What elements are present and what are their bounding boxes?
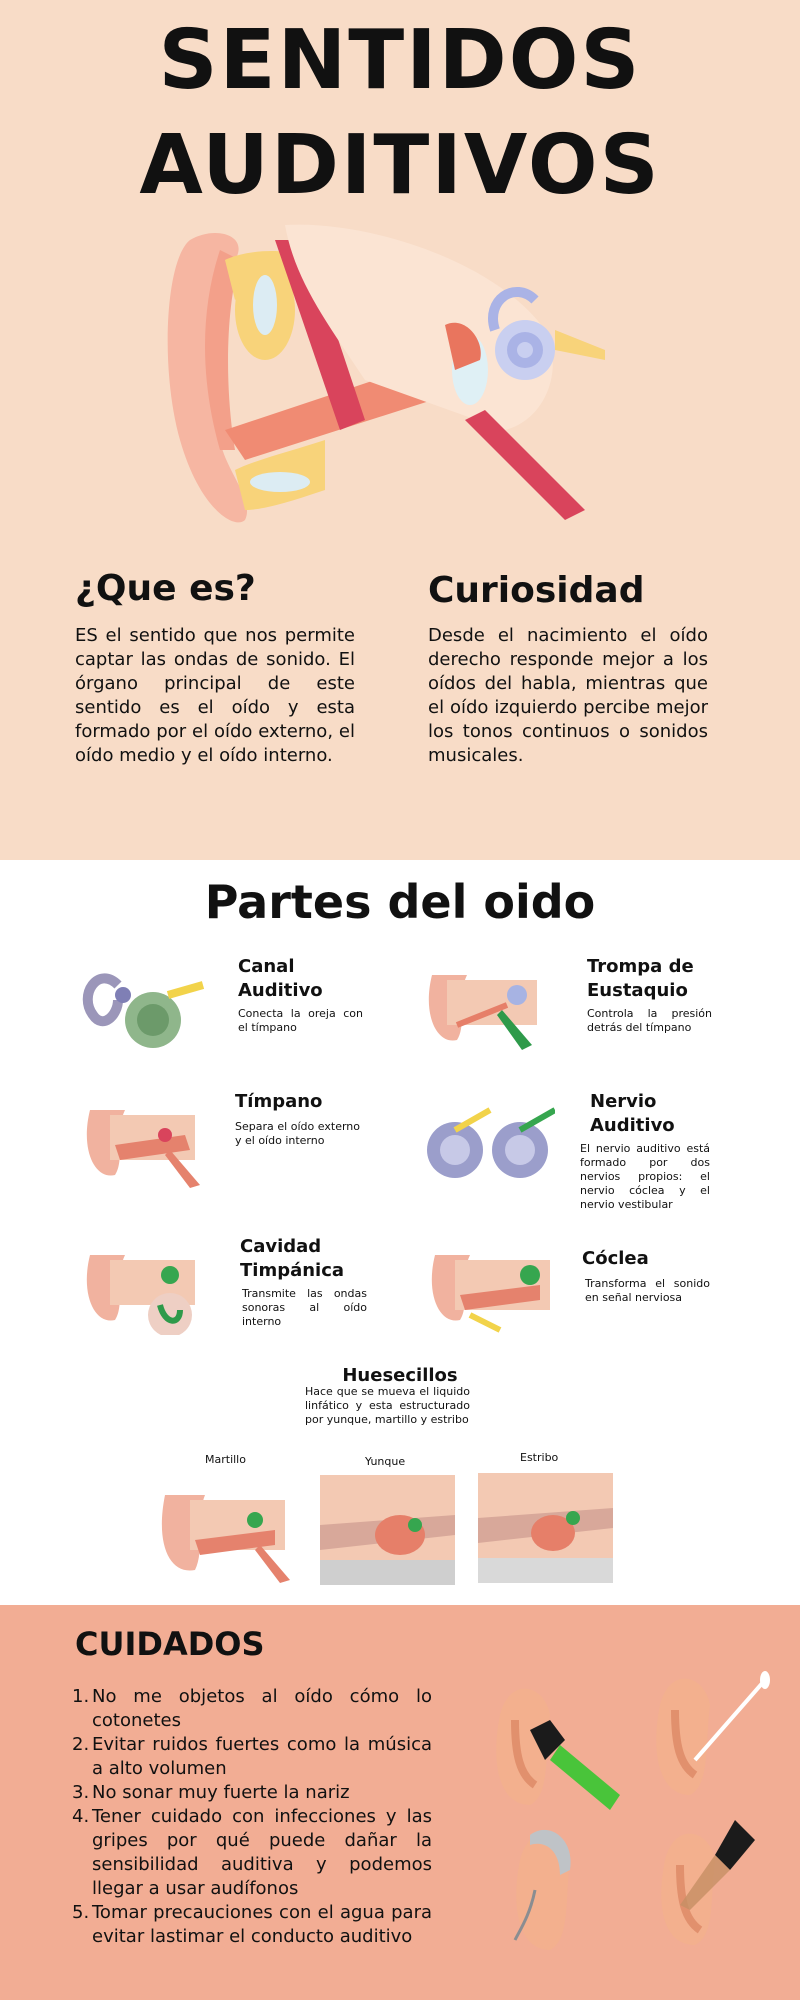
- que-es-text: ES el sentido que nos permite captar las ondas de sonido. El órgano principal de este sentido es el oído y esta formado por el oído externo, el oído medio y el oído interno.: [75, 625, 355, 766]
- page-title-line1: SENTIDOS: [158, 13, 642, 108]
- part-trompa-eustaquio: [427, 955, 727, 1075]
- part-title: Nervio Auditivo: [590, 1091, 675, 1136]
- curiosidad-text: Desde el nacimiento el oído derecho responde mejor a los oídos del habla, mientras que el oído izquierdo percibe mejor los tonos continuos o sonidos musicales.: [428, 625, 708, 766]
- part-desc: Separa el oído externo y el oído interno: [235, 1120, 360, 1147]
- part-title: Cóclea: [582, 1248, 649, 1269]
- care-section: [0, 1605, 800, 2000]
- part-desc: Controla la presión detrás del tímpano: [587, 1007, 712, 1034]
- list-item: 4. Tener cuidado con infecciones y las gripes por qué puede dañar la sensibilidad auditiva y podemos llegar a usar audífonos: [72, 1806, 432, 1899]
- part-cavidad-timpanica: [85, 1235, 385, 1365]
- part-title: Canal Auditivo: [238, 956, 323, 1001]
- estribo-illustration: [478, 1473, 613, 1583]
- part-desc: Transmite las ondas sonoras al oído interno: [242, 1287, 367, 1328]
- huesecillos-title: Huesecillos: [342, 1365, 458, 1386]
- part-coclea: [430, 1235, 730, 1365]
- hearing-aid-ear-icon: [500, 1820, 640, 1960]
- ear-anatomy-illustration: [165, 220, 615, 530]
- ear-drops-icon: [645, 1810, 785, 1950]
- part-desc: Conecta la oreja con el tímpano: [238, 1007, 363, 1034]
- list-item: 3. No sonar muy fuerte la nariz: [72, 1782, 350, 1803]
- tympanic-cavity-icon: [85, 1235, 215, 1335]
- eardrum-icon: [85, 1090, 215, 1190]
- yunque-label: Yunque: [365, 1455, 406, 1468]
- que-es-heading: ¿Que es?: [75, 568, 256, 609]
- cotton-swab-ear-icon: [640, 1665, 780, 1805]
- otoscope-ear-icon: [490, 1675, 630, 1815]
- parts-heading: Partes del oido: [204, 875, 596, 929]
- part-desc: El nervio auditivo está formado por dos nervios propios: el nervio cóclea y el nervio vestibular: [580, 1142, 710, 1211]
- cuidados-heading: CUIDADOS: [75, 1625, 265, 1663]
- intro-section: [0, 0, 800, 860]
- huesecillos-desc: Hace que se mueva el liquido linfático y esta estructurado por yunque, martillo y estribo: [305, 1385, 470, 1426]
- yunque-illustration: [320, 1475, 455, 1585]
- list-item: 2. Evitar ruidos fuertes como la música a alto volumen: [72, 1734, 432, 1779]
- part-canal-auditivo: [78, 955, 378, 1075]
- part-nervio-auditivo: [425, 1090, 725, 1220]
- part-timpano: [85, 1090, 385, 1210]
- care-list: [72, 1685, 432, 1949]
- eustachian-tube-icon: [427, 955, 557, 1055]
- cochlea-icon: [430, 1235, 560, 1335]
- part-title: Tímpano: [235, 1091, 323, 1112]
- parts-section: [0, 860, 800, 1605]
- page-title-line2: AUDITIVOS: [139, 118, 661, 213]
- auditory-nerve-icon: [425, 1090, 555, 1190]
- part-title: Trompa de Eustaquio: [587, 956, 694, 1001]
- inner-ear-icon: [78, 955, 208, 1055]
- martillo-illustration: [160, 1475, 295, 1585]
- martillo-label: Martillo: [205, 1453, 246, 1466]
- part-desc: Transforma el sonido en señal nerviosa: [585, 1277, 710, 1304]
- estribo-label: Estribo: [520, 1451, 559, 1464]
- list-item: 5. Tomar precauciones con el agua para evitar lastimar el conducto auditivo: [72, 1902, 432, 1947]
- curiosidad-heading: Curiosidad: [428, 570, 645, 611]
- part-title: Cavidad Timpánica: [240, 1236, 345, 1281]
- list-item: 1. No me objetos al oído cómo lo cotonetes: [72, 1686, 432, 1731]
